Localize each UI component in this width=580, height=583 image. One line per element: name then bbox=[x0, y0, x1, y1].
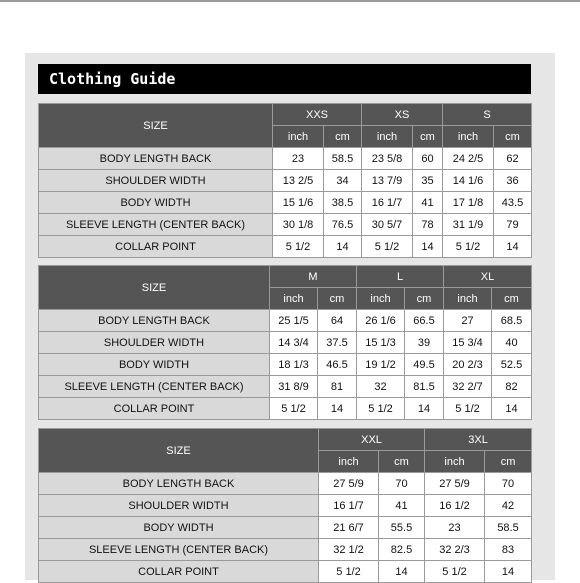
table-row bbox=[39, 214, 532, 236]
table-cell: 13 7/9 bbox=[362, 170, 413, 192]
table-cell: 14 bbox=[494, 236, 532, 258]
measurement-label: SHOULDER WIDTH bbox=[39, 495, 319, 517]
size-column-header: XXS bbox=[273, 104, 362, 126]
table-cell: 81 bbox=[318, 376, 357, 398]
size-column-header: XS bbox=[362, 104, 443, 126]
table-cell: 15 1/3 bbox=[357, 332, 405, 354]
table-cell: 35 bbox=[413, 170, 443, 192]
table-row bbox=[39, 192, 532, 214]
size-header: SIZE bbox=[39, 104, 273, 148]
table-cell: 38.5 bbox=[324, 192, 362, 214]
table-row bbox=[39, 310, 532, 332]
table-cell: 17 1/8 bbox=[443, 192, 494, 214]
table-cell: 52.5 bbox=[492, 354, 532, 376]
table-cell: 14 bbox=[405, 398, 444, 420]
table-cell: 13 2/5 bbox=[273, 170, 324, 192]
table-cell: 82 bbox=[492, 376, 532, 398]
measurement-label: BODY LENGTH BACK bbox=[39, 473, 319, 495]
size-column-header: XXL bbox=[319, 429, 425, 451]
measurement-label: SLEEVE LENGTH (CENTER BACK) bbox=[39, 539, 319, 561]
size-header: SIZE bbox=[39, 266, 270, 310]
unit-inch-header: inch bbox=[319, 451, 379, 473]
table-cell: 5 1/2 bbox=[362, 236, 413, 258]
measurement-label: COLLAR POINT bbox=[39, 236, 273, 258]
measurement-label: SHOULDER WIDTH bbox=[39, 170, 273, 192]
size-column-header: S bbox=[443, 104, 532, 126]
table-cell: 37.5 bbox=[318, 332, 357, 354]
size-table-xxs-s bbox=[38, 103, 532, 258]
table-cell: 34 bbox=[324, 170, 362, 192]
measurement-label: BODY WIDTH bbox=[39, 192, 273, 214]
table-row bbox=[39, 236, 532, 258]
table-cell: 64 bbox=[318, 310, 357, 332]
measurement-label: COLLAR POINT bbox=[39, 398, 270, 420]
unit-cm-header: cm bbox=[405, 288, 444, 310]
table-cell: 30 5/7 bbox=[362, 214, 413, 236]
measurement-label: BODY LENGTH BACK bbox=[39, 310, 270, 332]
table-row bbox=[39, 148, 532, 170]
size-header: SIZE bbox=[39, 429, 319, 473]
table-row bbox=[39, 332, 532, 354]
table-cell: 18 1/3 bbox=[270, 354, 318, 376]
table-cell: 31 8/9 bbox=[270, 376, 318, 398]
table-cell: 68.5 bbox=[492, 310, 532, 332]
unit-inch-header: inch bbox=[357, 288, 405, 310]
table-cell: 15 3/4 bbox=[444, 332, 492, 354]
table-cell: 27 bbox=[444, 310, 492, 332]
table-cell: 39 bbox=[405, 332, 444, 354]
table-cell: 23 bbox=[273, 148, 324, 170]
table-cell: 79 bbox=[494, 214, 532, 236]
unit-inch-header: inch bbox=[273, 126, 324, 148]
unit-cm-header: cm bbox=[318, 288, 357, 310]
table-cell: 26 1/6 bbox=[357, 310, 405, 332]
table-cell: 5 1/2 bbox=[444, 398, 492, 420]
table-cell: 14 bbox=[492, 398, 532, 420]
unit-inch-header: inch bbox=[425, 451, 485, 473]
table-cell: 23 5/8 bbox=[362, 148, 413, 170]
table-cell: 76.5 bbox=[324, 214, 362, 236]
table-cell: 20 2/3 bbox=[444, 354, 492, 376]
table-cell: 14 bbox=[318, 398, 357, 420]
measurement-label: SLEEVE LENGTH (CENTER BACK) bbox=[39, 376, 270, 398]
table-cell: 32 2/3 bbox=[425, 539, 485, 561]
table-cell: 14 bbox=[485, 561, 532, 583]
table-cell: 32 bbox=[357, 376, 405, 398]
table-cell: 25 1/5 bbox=[270, 310, 318, 332]
unit-cm-header: cm bbox=[379, 451, 425, 473]
measurement-label: BODY LENGTH BACK bbox=[39, 148, 273, 170]
unit-inch-header: inch bbox=[443, 126, 494, 148]
table-cell: 32 1/2 bbox=[319, 539, 379, 561]
table-cell: 31 1/9 bbox=[443, 214, 494, 236]
table-row bbox=[39, 539, 532, 561]
table-cell: 49.5 bbox=[405, 354, 444, 376]
table-cell: 14 bbox=[413, 236, 443, 258]
table-cell: 78 bbox=[413, 214, 443, 236]
size-column-header: M bbox=[270, 266, 357, 288]
unit-cm-header: cm bbox=[324, 126, 362, 148]
unit-cm-header: cm bbox=[492, 288, 532, 310]
table-cell: 5 1/2 bbox=[270, 398, 318, 420]
table-cell: 16 1/7 bbox=[362, 192, 413, 214]
size-table-m-xl bbox=[38, 265, 532, 420]
table-cell: 30 1/8 bbox=[273, 214, 324, 236]
table-cell: 82.5 bbox=[379, 539, 425, 561]
table-cell: 15 1/6 bbox=[273, 192, 324, 214]
unit-inch-header: inch bbox=[444, 288, 492, 310]
table-row bbox=[39, 517, 532, 539]
page-title: Clothing Guide bbox=[38, 64, 531, 94]
table-cell: 27 5/9 bbox=[425, 473, 485, 495]
table-cell: 58.5 bbox=[324, 148, 362, 170]
table-cell: 83 bbox=[485, 539, 532, 561]
table-row bbox=[39, 495, 532, 517]
table-cell: 70 bbox=[379, 473, 425, 495]
table-cell: 16 1/2 bbox=[425, 495, 485, 517]
measurement-label: BODY WIDTH bbox=[39, 354, 270, 376]
table-cell: 70 bbox=[485, 473, 532, 495]
measurement-label: BODY WIDTH bbox=[39, 517, 319, 539]
table-cell: 42 bbox=[485, 495, 532, 517]
measurement-label: SLEEVE LENGTH (CENTER BACK) bbox=[39, 214, 273, 236]
table-cell: 5 1/2 bbox=[425, 561, 485, 583]
table-cell: 60 bbox=[413, 148, 443, 170]
table-cell: 41 bbox=[379, 495, 425, 517]
size-column-header: L bbox=[357, 266, 444, 288]
unit-inch-header: inch bbox=[270, 288, 318, 310]
table-cell: 41 bbox=[413, 192, 443, 214]
table-row bbox=[39, 398, 532, 420]
unit-inch-header: inch bbox=[362, 126, 413, 148]
table-cell: 14 bbox=[324, 236, 362, 258]
table-cell: 23 bbox=[425, 517, 485, 539]
table-row bbox=[39, 376, 532, 398]
table-cell: 66.5 bbox=[405, 310, 444, 332]
table-cell: 27 5/9 bbox=[319, 473, 379, 495]
table-cell: 5 1/2 bbox=[443, 236, 494, 258]
table-cell: 40 bbox=[492, 332, 532, 354]
table-cell: 19 1/2 bbox=[357, 354, 405, 376]
size-column-header: XL bbox=[444, 266, 532, 288]
table-cell: 14 1/6 bbox=[443, 170, 494, 192]
table-cell: 46.5 bbox=[318, 354, 357, 376]
table-cell: 81.5 bbox=[405, 376, 444, 398]
unit-cm-header: cm bbox=[494, 126, 532, 148]
unit-cm-header: cm bbox=[413, 126, 443, 148]
table-row bbox=[39, 354, 532, 376]
table-cell: 21 6/7 bbox=[319, 517, 379, 539]
table-cell: 55.5 bbox=[379, 517, 425, 539]
table-cell: 5 1/2 bbox=[319, 561, 379, 583]
table-cell: 62 bbox=[494, 148, 532, 170]
table-cell: 24 2/5 bbox=[443, 148, 494, 170]
size-column-header: 3XL bbox=[425, 429, 532, 451]
table-row bbox=[39, 170, 532, 192]
table-cell: 16 1/7 bbox=[319, 495, 379, 517]
measurement-label: COLLAR POINT bbox=[39, 561, 319, 583]
table-row bbox=[39, 473, 532, 495]
measurement-label: SHOULDER WIDTH bbox=[39, 332, 270, 354]
table-row bbox=[39, 561, 532, 583]
table-cell: 14 3/4 bbox=[270, 332, 318, 354]
size-table-xxl-3xl bbox=[38, 428, 532, 583]
table-cell: 32 2/7 bbox=[444, 376, 492, 398]
table-cell: 43.5 bbox=[494, 192, 532, 214]
table-cell: 5 1/2 bbox=[273, 236, 324, 258]
unit-cm-header: cm bbox=[485, 451, 532, 473]
table-cell: 5 1/2 bbox=[357, 398, 405, 420]
top-divider bbox=[0, 0, 580, 2]
table-cell: 36 bbox=[494, 170, 532, 192]
table-cell: 14 bbox=[379, 561, 425, 583]
table-cell: 58.5 bbox=[485, 517, 532, 539]
